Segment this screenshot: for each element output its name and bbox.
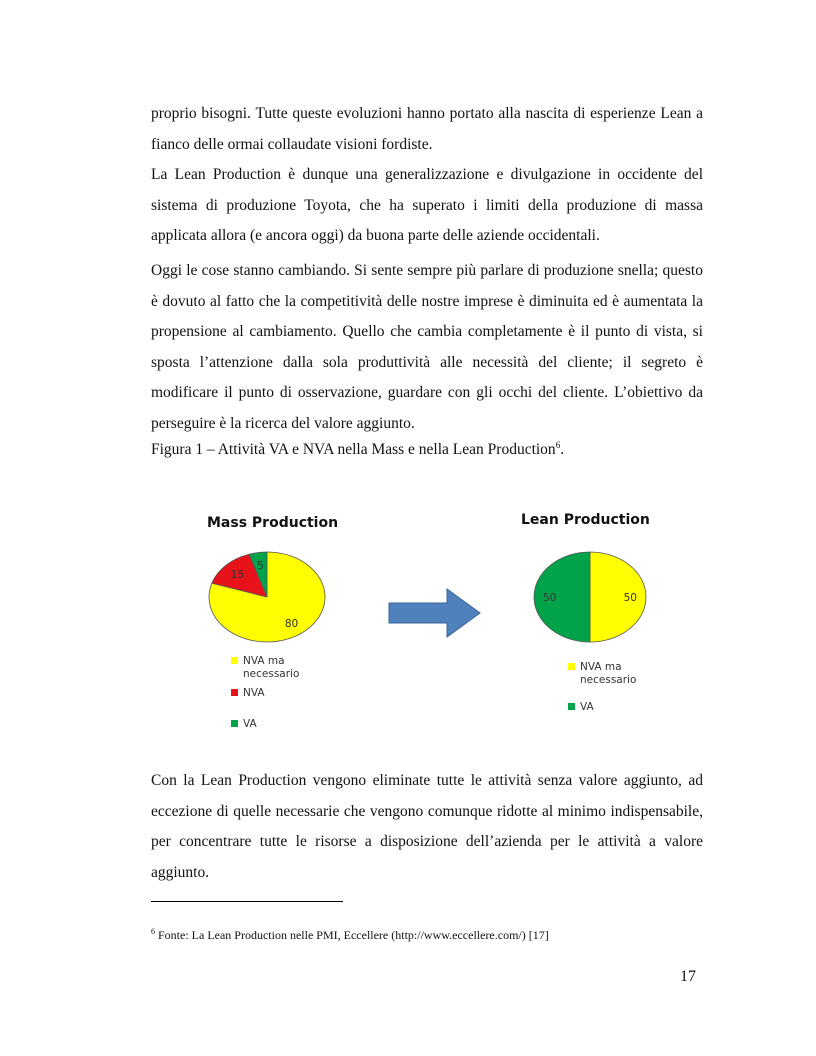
lean-slice-nva-ma-necessario [590,552,646,642]
page-number: 17 [680,968,696,985]
legend-swatch-va [231,720,238,727]
legend-label-nva-necessario-lean-line1: NVA ma [580,661,622,673]
paragraph-lean-definition: La Lean Production è dunque una generalizzazione e divulgazione in occidente del sistema di produzione Toyota, che ha superato i limiti della produzione di massa applicata allora (e ancora oggi) da buona parte delle aziende occidentali. [151,166,703,244]
pie-charts-svg [185,497,665,747]
lean-production-pie [534,552,646,642]
legend-label-nva-necessario [243,655,299,680]
figure-pie-charts [185,497,665,747]
mass-value-label-va: 5 [257,559,264,572]
figure-caption [151,441,564,459]
mass-production-pie [209,552,325,642]
lean-value-label-nva-ma-necessario: 50 [623,592,638,604]
legend-label-nva-necessario-lean [580,661,636,686]
paragraph-intro: proprio bisogni. Tutte queste evoluzioni hanno portato alla nascita di esperienze Lean a fianco delle ormai collaudate visioni fordiste. [151,105,703,153]
lean-production-title: Lean Production [521,512,650,528]
legend-label-nva-necessario-line1: NVA ma [243,655,285,667]
legend-label-nva-necessario-line2: necessario [243,668,300,680]
figure-caption-end: . [560,441,565,458]
paragraph-conclusion: Con la Lean Production vengono eliminate tutte le attività senza valore aggiunto, ad eccezione di quelle necessarie che vengono comunque ridotte al minimo indispensabile, per concentrare tutte le risorse a disposizione dell’azienda per le attività a valore aggiunto. [151,772,703,881]
figure-caption-text: Figura 1 – Attività VA e NVA nella Mass e nella Lean Production [151,441,556,458]
mass-value-label-nva-ma-necessario: 80 [284,618,299,631]
footnote [151,928,549,943]
legend-label-nva-necessario-lean-line2: necessario [580,674,637,686]
mass-value-label-nva: 15 [230,569,245,582]
lean-value-label-va: 50 [542,592,557,604]
legend-swatch-nva-necessario-lean [568,663,575,670]
legend-label-va-lean: VA [580,701,594,713]
footnote-separator [151,901,343,902]
legend-label-va: VA [243,718,257,730]
legend-label-nva: NVA [243,687,265,699]
legend-swatch-nva [231,689,238,696]
footnote-number: 6 [151,927,155,936]
footnote-reference: 6 [555,439,561,450]
mass-production-title: Mass Production [207,515,339,531]
lean-production-legend [568,661,636,713]
right-arrow-icon [389,589,480,637]
legend-swatch-va-lean [568,703,575,710]
paragraph-today: Oggi le cose stanno cambiando. Si sente sempre più parlare di produzione snella; questo è dovuto al fatto che la competitività delle nostre imprese è diminuita ed è aumentata la propensione al cambiamento. Quello che cambia completamente è il punto di vista, si sposta l’attenzione dalla sola produttività alle necessità del cliente; il segreto è modificare il punto di osservazione, guardare con gli occhi del cliente. L’obiettivo da perseguire è la ricerca del valore aggiunto. [151,262,703,432]
footnote-text: Fonte: La Lean Production nelle PMI, Eccellere (http://www.eccellere.com/) [17] [158,928,549,942]
mass-production-legend [231,655,299,730]
legend-swatch-nva-necessario [231,657,238,664]
